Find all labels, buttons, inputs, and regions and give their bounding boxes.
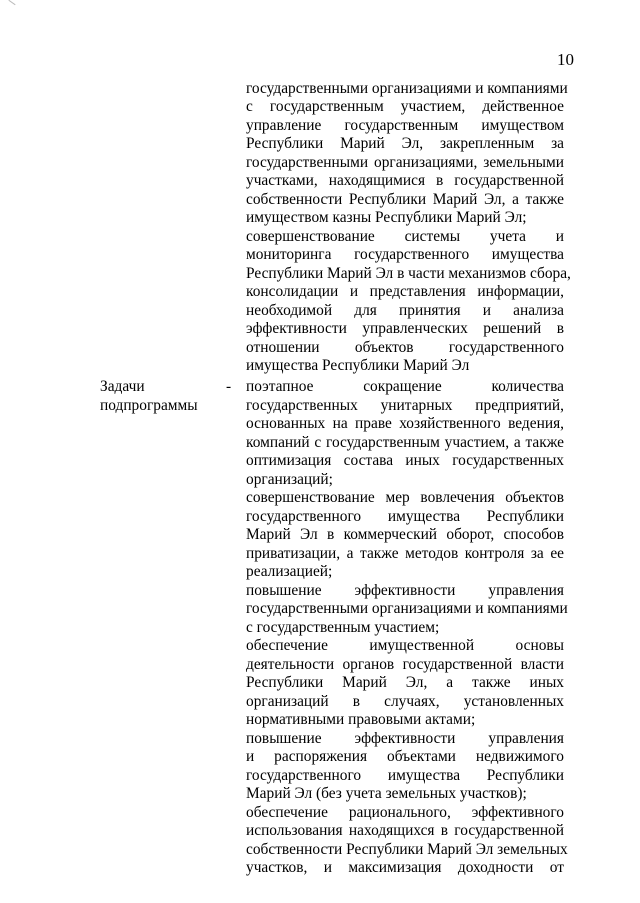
text-line: оптимизация состава иных государственных [246, 452, 564, 469]
text-line: собственности Республики Марий Эл, а также [246, 191, 564, 208]
text-line: совершенствование мер вовлечения объектов [246, 489, 564, 506]
text-line: повышение эффективности управления [246, 582, 564, 599]
text-line: государственными организациями, земельными [246, 154, 564, 171]
text-line: необходимой для принятия и анализа [246, 302, 564, 319]
text-line: государственного имущества Республики [246, 508, 564, 525]
text-line: государственного имущества Республики [246, 767, 564, 784]
text-line: с государственным участием, действенное [246, 98, 564, 115]
text-line: имущества Республики Марий Эл [246, 357, 470, 374]
text-line: обеспечение рационального, эффективного [246, 804, 564, 821]
section-label: Задачи [100, 378, 145, 395]
text-line: эффективности управленческих решений в [246, 320, 564, 337]
text-line: приватизации, а также методов контроля за ее [246, 545, 564, 562]
text-line: управление государственным имуществом [246, 117, 564, 134]
text-line: использования находящихся в государственной [246, 822, 564, 839]
text-line: Марий Эл в коммерческий оборот, способов [246, 526, 564, 543]
text-line: повышение эффективности управления [246, 730, 564, 747]
text-line: нормативными правовыми актами; [246, 711, 476, 728]
text-line: обеспечение имущественной основы [246, 637, 564, 654]
text-line: государственными организациями и компаниями [246, 600, 568, 617]
text-line: собственности Республики Марий Эл земельных [246, 841, 568, 858]
text-line: отношении объектов государственного [246, 339, 564, 356]
text-line: Республики Марий Эл, а также иных [246, 674, 564, 691]
page-number: 10 [557, 50, 574, 69]
text-line: реализацией; [246, 563, 333, 580]
text-line: организаций; [246, 471, 333, 488]
section-label: подпрограммы [100, 397, 198, 414]
text-line: деятельности органов государственной власти [246, 656, 564, 673]
text-line: государственными организациями и компаниями [246, 80, 568, 97]
text-line: с государственным участием; [246, 619, 440, 636]
text-line: компаний с государственным участием, а также [246, 434, 564, 451]
text-line: Марий Эл (без учета земельных участков); [246, 785, 527, 802]
text-line: организаций в случаях, установленных [246, 693, 564, 710]
text-line: участками, находящимися в государственной [246, 172, 564, 189]
text-line: основанных на праве хозяйственного ведения, [246, 415, 564, 432]
text-line: государственных унитарных предприятий, [246, 397, 564, 414]
text-line: и распоряжения объектами недвижимого [246, 748, 564, 765]
label-dash: - [226, 378, 232, 395]
text-line: совершенствование системы учета и [246, 228, 564, 245]
text-line: мониторинга государственного имущества [246, 246, 564, 263]
text-line: Республики Марий Эл в части механизмов сбора, [246, 265, 571, 282]
scan-mark [8, 0, 15, 5]
text-line: поэтапное сокращение количества [246, 378, 564, 395]
text-line: Республики Марий Эл, закрепленным за [246, 135, 564, 152]
text-line: консолидации и представления информации, [246, 283, 564, 300]
text-line: участков, и максимизация доходности от [246, 859, 564, 876]
text-line: имуществом казны Республики Марий Эл; [246, 209, 527, 226]
